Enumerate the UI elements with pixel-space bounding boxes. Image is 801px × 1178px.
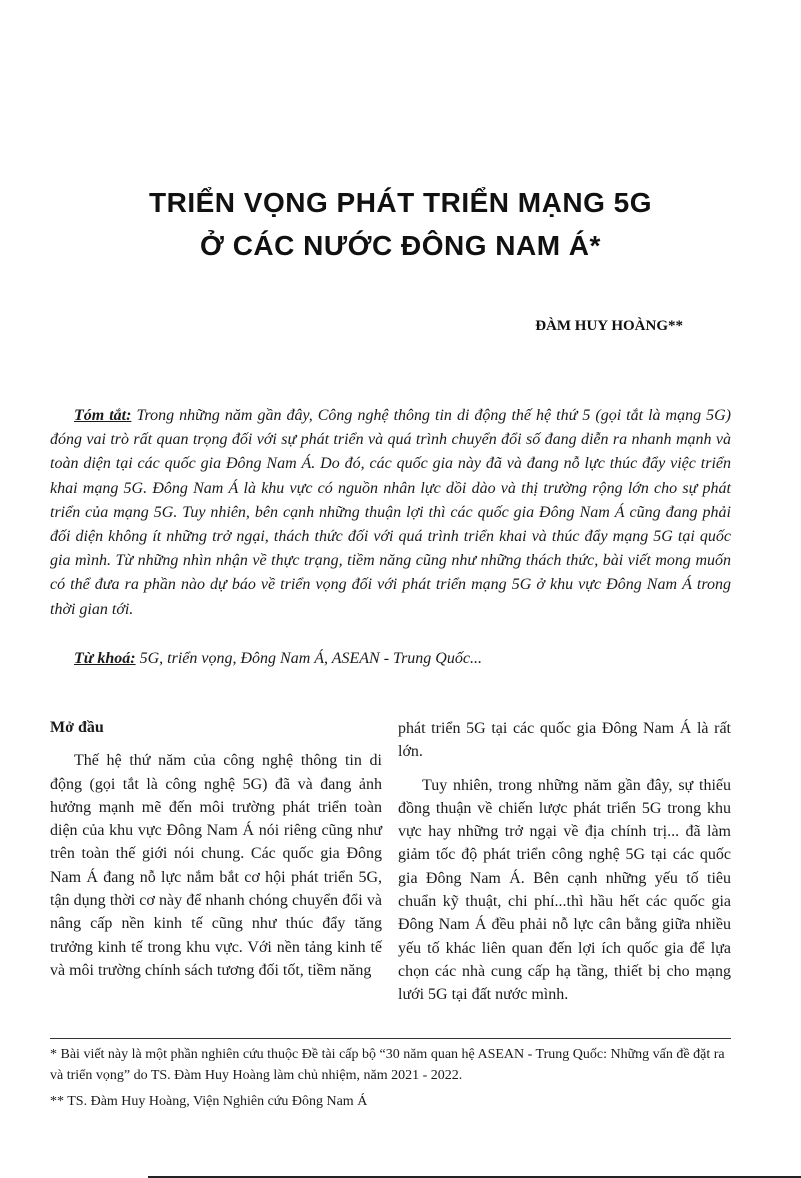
section-heading: Mở đầu <box>50 719 104 736</box>
abstract <box>50 404 731 622</box>
right-column <box>398 717 731 1007</box>
footnotes <box>50 1044 740 1112</box>
body-paragraph: Tuy nhiên, trong những năm gần đây, sự thiếu đồng thuận về chiến lược phát triển 5G trong khu vực hay những trở ngại về địa chính trị... đã làm giảm tốc độ phát triển công nghệ 5G tại các quốc gia Đông Nam Á. Bên cạnh những yếu tố tiêu chuẩn kỹ thuật, chi phí...thì hầu hết các quốc gia Đông Nam Á đều phải nỗ lực cân bằng giữa nhiều yếu tố khác liên quan đến lợi ích quốc gia để lựa chọn các nhà cung cấp hạ tầng, thiết bị cho mạng lưới 5G tại đất nước mình. <box>398 776 731 1004</box>
body-paragraph: Thế hệ thứ năm của công nghệ thông tin di động (gọi tắt là công nghệ 5G) đã và đang ảnh hưởng mạnh mẽ đến môi trường phát triển toàn diện của khu vực Đông Nam Á nói riêng cũng như trên toàn thế giới nói chung. Các quốc gia Đông Nam Á đang nỗ lực nắm bắt cơ hội phát triển 5G, tận dụng thời cơ này để nhanh chóng chuyển đổi và nâng cấp nền kinh tế cũng như thúc đẩy tăng trưởng kinh tế trong khu vực. Với nền tảng kinh tế và môi trường chính sách tương đối tốt, tiềm năng <box>50 752 382 979</box>
footnote-1: * Bài viết này là một phần nghiên cứu thuộc Đề tài cấp bộ “30 năm quan hệ ASEAN - Trung Quốc: Những vấn đề đặt ra và triển vọng” do TS. Đàm Huy Hoàng làm chủ nhiệm, năm 2021 - 2022. <box>50 1047 725 1083</box>
abstract-label: Tóm tắt: <box>74 407 132 424</box>
footnote-divider <box>50 1038 731 1039</box>
keywords-label: Từ khoá: <box>74 650 136 667</box>
keywords <box>50 647 731 671</box>
author-name: ĐÀM HUY HOÀNG** <box>535 318 683 334</box>
left-column <box>50 716 382 982</box>
keywords-text: 5G, triển vọng, Đông Nam Á, ASEAN - Trung Quốc... <box>135 650 482 667</box>
article-title-line-2: Ở CÁC NƯỚC ĐÔNG NAM Á* <box>200 230 601 261</box>
body-paragraph-continued: phát triển 5G tại các quốc gia Đông Nam Á là rất lớn. <box>398 720 731 761</box>
article-title-line-1: TRIỂN VỌNG PHÁT TRIỂN MẠNG 5G <box>149 187 652 218</box>
footnote-2: ** TS. Đàm Huy Hoàng, Viện Nghiên cứu Đông Nam Á <box>50 1094 368 1109</box>
abstract-text: Trong những năm gần đây, Công nghệ thông tin di động thế hệ thứ 5 (gọi tắt là mạng 5G) đóng vai trò rất quan trọng đối với sự phát triển và quá trình chuyển đổi số đang diễn ra nhanh mạnh và toàn diện tại các quốc gia Đông Nam Á. Do đó, các quốc gia này đã và đang nỗ lực thúc đẩy việc triển khai mạng 5G. Đông Nam Á là khu vực có nguồn nhân lực dồi dào và thị trường rộng lớn cho sự phát triển của mạng 5G. Tuy nhiên, bên cạnh những thuận lợi thì các quốc gia Đông Nam Á cũng đang phải đối diện không ít những trở ngại, thách thức đối với quá trình triển khai và thúc đẩy mạng 5G tại quốc gia mình. Từ những nhìn nhận về thực trạng, tiềm năng cũng như những thách thức, bài viết mong muốn có thể đưa ra phần nào dự báo về triển vọng đối với phát triển mạng 5G ở khu vực Đông Nam Á trong thời gian tới. <box>50 407 732 618</box>
